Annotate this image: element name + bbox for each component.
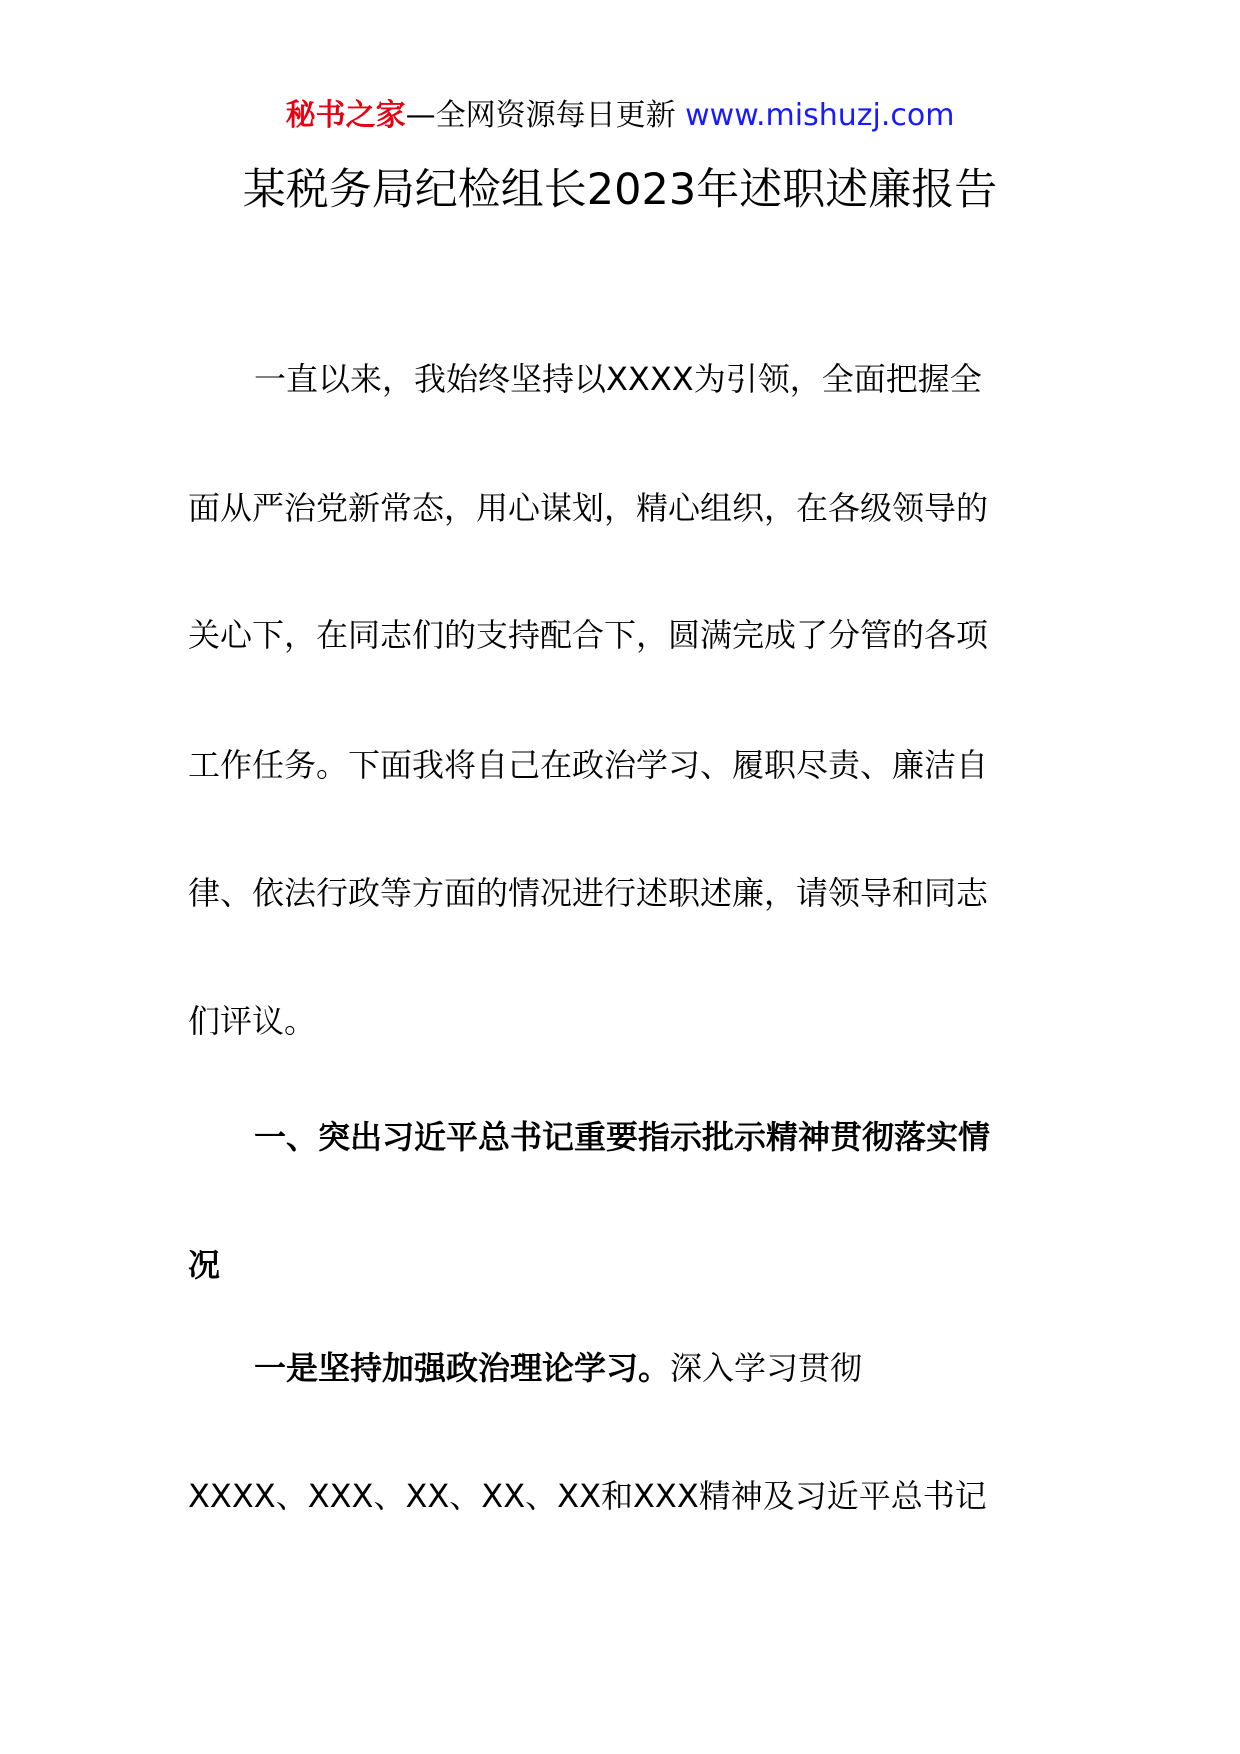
point-lead-in: 一是坚持加强政治理论学习。: [254, 1349, 671, 1387]
paragraph-line: 一直以来，我始终坚持以XXXX为引领，全面把握全: [254, 360, 982, 398]
paragraph-line: XXXX、XXX、XX、XX、XX和XXX精神及习近平总书记: [188, 1477, 987, 1515]
site-header: [0, 96, 1240, 136]
paragraph-line: 们评议。: [188, 1002, 317, 1040]
paragraph-line: 工作任务。下面我将自己在政治学习、履职尽责、廉洁自: [188, 746, 989, 784]
point-paragraph-line: [254, 1346, 862, 1390]
paragraph-line: 律、依法行政等方面的情况进行述职述廉，请领导和同志: [188, 874, 989, 912]
paragraph-line: 面从严治党新常态，用心谋划，精心组织，在各级领导的: [188, 489, 989, 527]
section-heading-continued: 况: [188, 1246, 221, 1284]
document-title: 某税务局纪检组长2023年述职述廉报告: [242, 165, 998, 215]
point-text: 深入学习贯彻: [670, 1349, 863, 1387]
section-heading: 一、突出习近平总书记重要指示批示精神贯彻落实情: [254, 1118, 991, 1156]
brand-name: 秘书之家: [285, 98, 406, 133]
header-tagline: —全网资源每日更新: [405, 98, 676, 133]
paragraph-line: 关心下，在同志们的支持配合下，圆满完成了分管的各项: [188, 616, 989, 654]
site-url-link[interactable]: www.mishuzj.com: [685, 98, 955, 133]
